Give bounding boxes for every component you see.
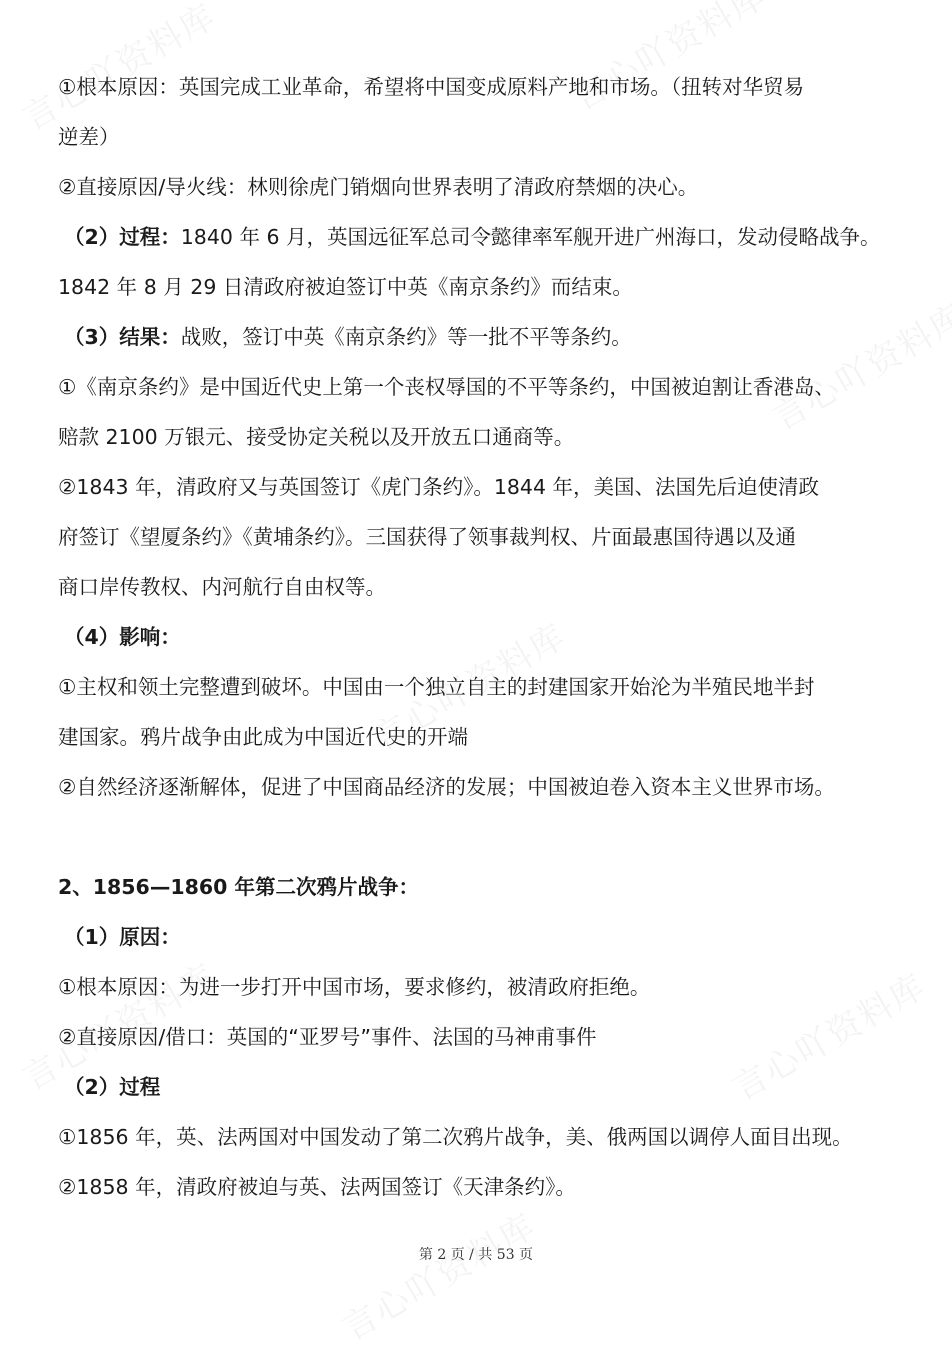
paragraph-line: 赔款 2100 万银元、接受协定关税以及开放五口通商等。: [58, 425, 575, 449]
section-title: 2、1856—1860 年第二次鸦片战争：: [58, 875, 420, 899]
document-body: [58, 62, 898, 1212]
impact-heading: （4）影响：: [64, 625, 181, 649]
paragraph-line: ①根本原因：为进一步打开中国市场，要求修约，被清政府拒绝。: [58, 975, 651, 999]
watermark: [332, 1199, 544, 1347]
paragraph-line: ②直接原因/借口：英国的“亚罗号”事件、法国的马神甫事件: [58, 1025, 597, 1049]
paragraph-line: ①主权和领土完整遭到破坏。中国由一个独立自主的封建国家开始沦为半殖民地半封: [58, 675, 815, 699]
paragraph-line: ①根本原因：英国完成工业革命，希望将中国变成原料产地和市场。（扭转对华贸易: [58, 75, 805, 99]
result-text: 战败，签订中英《南京条约》等一批不平等条约。: [180, 325, 632, 349]
process-text: 1840 年 6 月，英国远征军总司令懿律率军舰开进广州海口，发动侵略战争。: [180, 225, 881, 249]
paragraph-line: 商口岸传教权、内河航行自由权等。: [58, 575, 386, 599]
process-label: （2）过程：: [64, 225, 181, 249]
paragraph-line: ②直接原因/导火线：林则徐虎门销烟向世界表明了清政府禁烟的决心。: [58, 175, 699, 199]
result-line: [58, 312, 898, 362]
paragraph-line: 1842 年 8 月 29 日清政府被迫签订中英《南京条约》而结束。: [58, 275, 633, 299]
process-line: [58, 212, 898, 262]
paragraph-line: 建国家。鸦片战争由此成为中国近代史的开端: [58, 725, 468, 749]
paragraph-line: ①《南京条约》是中国近代史上第一个丧权辱国的不平等条约，中国被迫割让香港岛、: [58, 375, 835, 399]
paragraph-line: ②1858 年，清政府被迫与英、法两国签订《天津条约》。: [58, 1175, 576, 1199]
paragraph-line: 逆差）: [58, 125, 120, 149]
paragraph-line: ②1843 年，清政府又与英国签订《虎门条约》。1844 年，美国、法国先后迫使清政: [58, 475, 820, 499]
page-footer: 第 2 页 / 共 53 页: [418, 1247, 534, 1263]
reason-heading: （1）原因：: [64, 925, 181, 949]
process-heading: （2）过程: [64, 1075, 161, 1099]
spacer: [58, 812, 898, 862]
paragraph-line: 府签订《望厦条约》《黄埔条约》。三国获得了领事裁判权、片面最惠国待遇以及通: [58, 525, 796, 549]
result-label: （3）结果：: [64, 325, 181, 349]
paragraph-line: ①1856 年，英、法两国对中国发动了第二次鸦片战争，美、俄两国以调停人面目出现。: [58, 1125, 853, 1149]
paragraph-line: ②自然经济逐渐解体，促进了中国商品经济的发展；中国被迫卷入资本主义世界市场。: [58, 775, 835, 799]
